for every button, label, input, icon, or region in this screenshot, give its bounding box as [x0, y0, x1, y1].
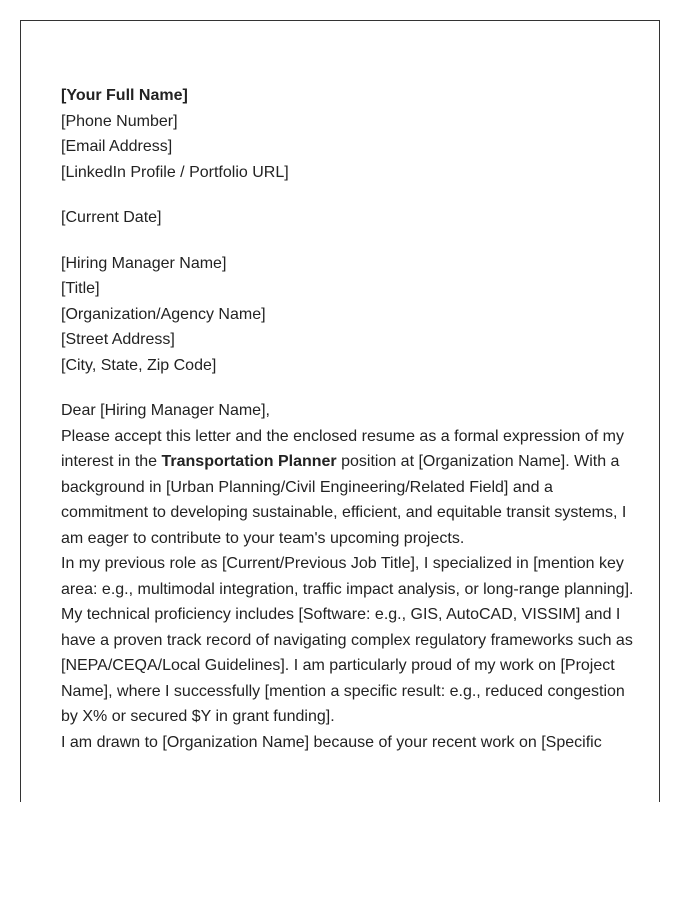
date-block	[61, 205, 621, 231]
body-paragraph-1	[61, 424, 636, 552]
body-paragraph-3: I am drawn to [Organization Name] because of your recent work on [Specific	[61, 733, 602, 751]
sender-email: [Email Address]	[61, 138, 173, 155]
letter-content	[61, 83, 634, 755]
recipient-street: [Street Address]	[61, 331, 175, 348]
salutation: Dear [Hiring Manager Name],	[61, 402, 270, 419]
letter-date: [Current Date]	[61, 209, 162, 226]
salutation-block	[61, 398, 621, 424]
recipient-title: [Title]	[61, 280, 100, 297]
sender-phone: [Phone Number]	[61, 112, 178, 130]
body-paragraph-2: In my previous role as [Current/Previous Job Title], I specialized in [mention key area: e.g., multimodal integration, traffic impact analysis, or long-range planning]. My technical proficiency includes [Software: e.g., GIS, AutoCAD, VISSIM] and I have a proven track record of navigating complex regulatory frameworks such as [NEPA/CEQA/Local Guidelines]. I am particularly proud of my work on [Project Name], where I successfully [mention a specific result: e.g., reduced congestion by X% or secured $Y in grant funding].	[61, 555, 634, 725]
paragraph-1-before: Please accept this letter and the enclosed resume as a formal expression of my interest in the	[61, 427, 624, 470]
sender-profile: [LinkedIn Profile / Portfolio URL]	[61, 163, 289, 181]
letter-page	[20, 20, 660, 802]
job-title-highlight: Transportation Planner	[161, 453, 337, 470]
recipient-block	[61, 251, 621, 379]
sender-block	[61, 83, 621, 185]
recipient-name: [Hiring Manager Name]	[61, 254, 227, 272]
paragraph-1-after: position at [Organization Name]. With a background in [Urban Planning/Civil Engineering/Related Field] and a commitment to developing sustainable, efficient, and equitable transit systems, I am eager to contribute to your team's upcoming projects.	[61, 453, 627, 547]
recipient-city: [City, State, Zip Code]	[61, 356, 217, 374]
sender-name: [Your Full Name]	[61, 87, 188, 104]
recipient-organization: [Organization/Agency Name]	[61, 305, 266, 323]
